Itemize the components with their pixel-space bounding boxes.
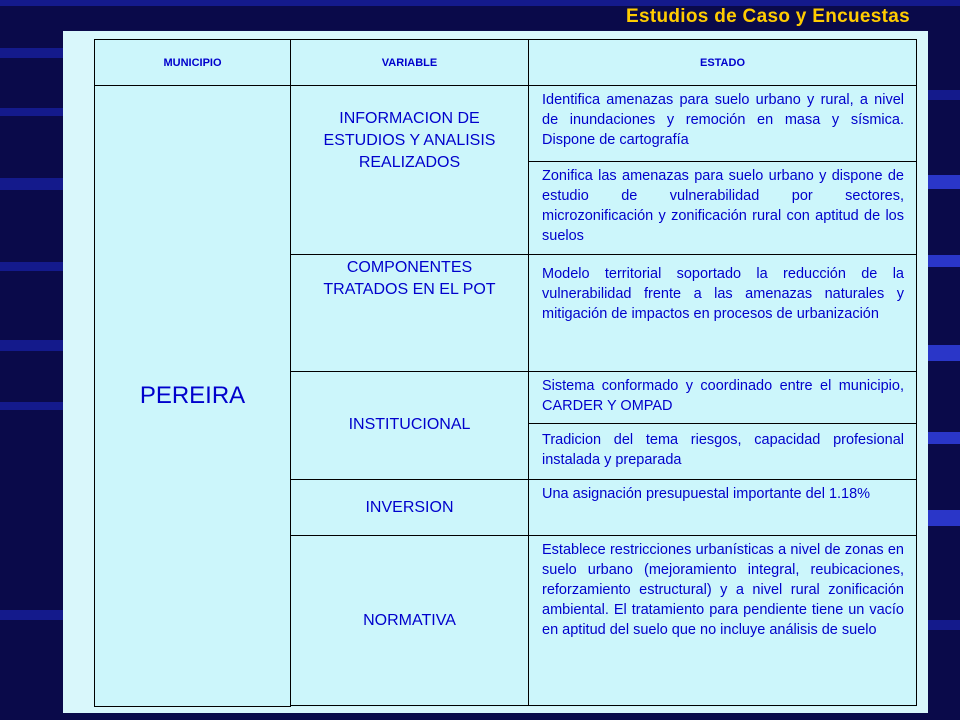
case-study-table [94,39,917,707]
header-municipio: MUNICIPIO [95,40,291,86]
municipio-cell: PEREIRA [95,86,291,707]
header-estado: ESTADO [529,40,917,86]
bg-streak [928,175,960,189]
variable-inversion: INVERSION [291,479,529,536]
estado-cell: Tradicion del tema riesgos, capacidad profesional instalada y preparada [529,424,917,480]
bg-streak [0,108,63,116]
header-variable: VARIABLE [291,40,529,86]
table-panel [63,31,928,713]
bg-streak [0,48,63,58]
bg-streak [0,402,63,410]
bg-streak [0,610,63,620]
bg-streak [928,432,960,444]
variable-normativa: NORMATIVA [291,536,529,706]
variable-informacion: INFORMACION DE ESTUDIOS Y ANALISIS REALIZADOS [291,86,529,255]
bg-streak [928,345,960,361]
estado-cell: Identifica amenazas para suelo urbano y rural, a nivel de inundaciones y remoción en masa y sísmica. Dispone de cartografía [529,86,917,161]
bg-streak [928,510,960,526]
table-header-row [95,40,917,86]
variable-componentes: COMPONENTES TRATADOS EN EL POT [291,255,529,371]
slide-title: Estudios de Caso y Encuestas [626,6,910,27]
bg-streak [0,340,63,351]
estado-cell: Establece restricciones urbanísticas a nivel de zonas en suelo urbano (mejoramiento integral, reubicaciones, reforzamiento estructural) y a nivel rural zonificación ambiental. El tratamiento para pendiente tiene un vacío en aptitud del suelo que no incluye análisis de suelo [529,536,917,706]
variable-institucional: INSTITUCIONAL [291,371,529,479]
bg-streak [0,262,63,271]
spacer-cell [291,706,917,707]
bg-streak [928,620,960,630]
table-row [95,86,917,161]
estado-cell: Modelo territorial soportado la reducción de la vulnerabilidad frente a las amenazas naturales y mitigación de impactos en procesos de urbanización [529,255,917,371]
estado-cell: Sistema conformado y coordinado entre el municipio, CARDER Y OMPAD [529,371,917,424]
estado-cell: Zonifica las amenazas para suelo urbano y dispone de estudio de vulnerabilidad por sectores, microzonificación y zonificación rural con aptitud de los suelos [529,161,917,255]
bg-streak [928,255,960,267]
bg-streak [928,90,960,100]
bg-streak [0,178,63,190]
estado-cell: Una asignación presupuestal importante del 1.18% [529,479,917,536]
